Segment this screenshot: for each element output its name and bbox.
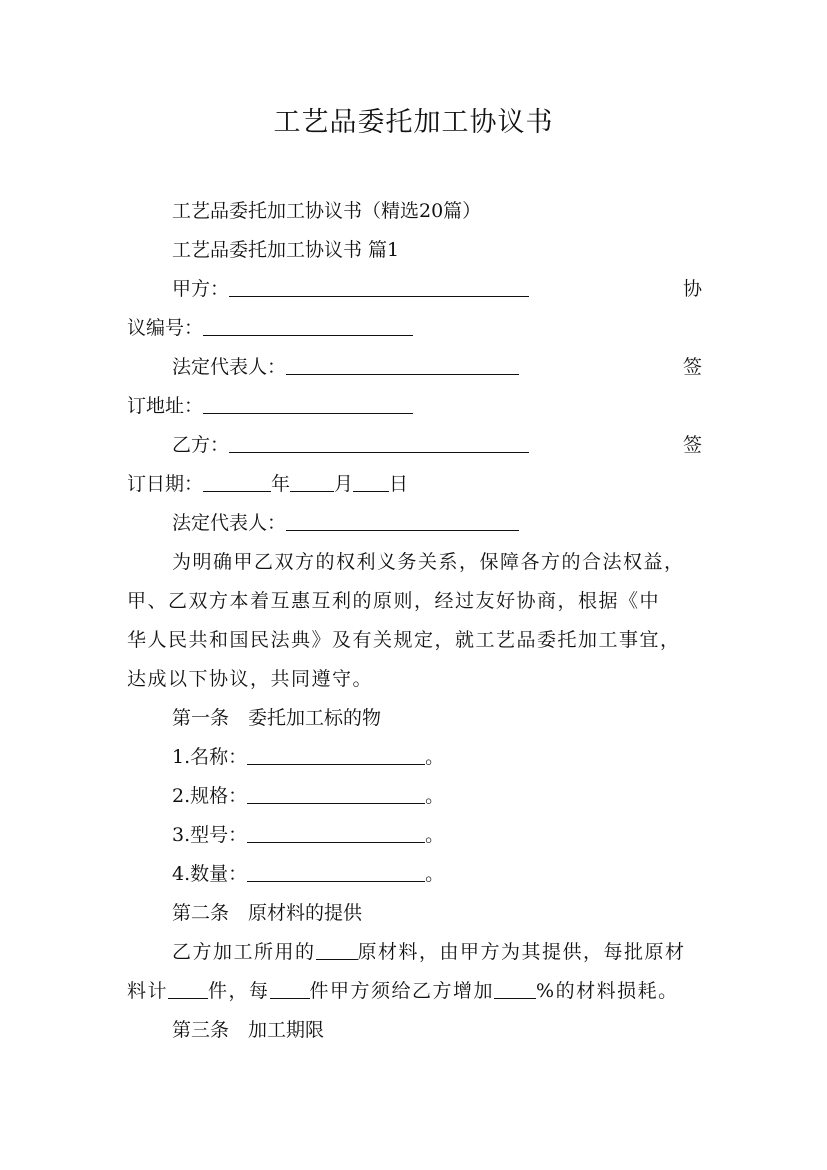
item-model-end: 。: [425, 824, 445, 846]
year-label: 年: [271, 473, 291, 495]
party-a-label: 甲方：: [172, 278, 230, 300]
sign-date-label: 订日期：: [127, 473, 204, 495]
agreement-no-label-start: 协: [682, 278, 702, 300]
item-name-label: 1.名称：: [172, 746, 248, 768]
art2-text-e: 件甲方须给乙方增加: [309, 980, 495, 1002]
article-1-title: 第一条 委托加工标的物: [172, 707, 382, 729]
agreement-no-row: [127, 315, 707, 341]
article-2-line-2: [127, 978, 707, 1004]
month-label: 月: [334, 473, 354, 495]
party-a-field: [172, 276, 529, 302]
item-name-end: 。: [425, 746, 445, 768]
party-b-label: 乙方：: [172, 434, 230, 456]
article-2-title: 第二条 原材料的提供: [172, 902, 363, 924]
item-spec-row: [172, 783, 752, 809]
item-quantity-row: [172, 861, 752, 887]
item-model-blank: [247, 822, 425, 843]
art2-text-d: 件，每: [208, 980, 270, 1002]
sign-place-row: [127, 393, 707, 419]
intro-line-1: 为明确甲乙双方的权利义务关系，保障各方的合法权益，: [172, 551, 685, 573]
section-heading: 工艺品委托加工协议书 篇1: [172, 239, 400, 261]
legal-rep-a-row: [172, 354, 702, 380]
month-blank: [290, 471, 334, 492]
item-name-row: [172, 744, 752, 770]
item-name-blank: [247, 744, 425, 765]
item-spec-label: 2.规格：: [172, 785, 248, 807]
item-model-row: [172, 822, 752, 848]
art2-text-c: 料计: [127, 980, 169, 1002]
item-spec-blank: [247, 783, 425, 804]
art2-text-f: %的材料损耗。: [536, 980, 679, 1002]
art2-text-a: 乙方加工所用的: [172, 941, 316, 963]
legal-rep-a-field: [172, 354, 519, 380]
agreement-no-blank: [203, 315, 413, 336]
article-2-line-1: [172, 939, 752, 965]
intro-line-4: 达成以下协议，共同遵守。: [127, 668, 374, 690]
party-b-field: [172, 432, 529, 458]
legal-rep-b-row: [172, 510, 752, 536]
article-3-title: 第三条 加工期限: [172, 1019, 325, 1041]
legal-rep-b-label: 法定代表人：: [172, 512, 287, 534]
sign-date-row: [127, 471, 707, 497]
item-quantity-label: 4.数量：: [172, 863, 248, 885]
intro-line-2: 甲、乙双方本着互惠互利的原则，经过友好协商，根据《中: [127, 590, 661, 612]
item-model-label: 3.型号：: [172, 824, 248, 846]
sign-place-blank: [203, 393, 413, 414]
party-a-row: [172, 276, 702, 302]
party-b-blank: [229, 432, 529, 453]
item-spec-end: 。: [425, 785, 445, 807]
document-title: 工艺品委托加工协议书: [273, 107, 554, 138]
per-pieces-blank: [270, 978, 310, 999]
sign-place-label: 订地址：: [127, 395, 204, 417]
legal-rep-b-blank: [286, 510, 519, 531]
day-blank: [353, 471, 389, 492]
legal-rep-a-label: 法定代表人：: [172, 356, 287, 378]
item-quantity-blank: [247, 861, 425, 882]
party-b-row: [172, 432, 702, 458]
agreement-no-label: 议编号：: [127, 317, 204, 339]
legal-rep-a-blank: [286, 354, 519, 375]
loss-percent-blank: [494, 978, 536, 999]
pieces-blank: [168, 978, 208, 999]
material-blank: [316, 939, 358, 960]
year-blank: [203, 471, 271, 492]
intro-line-3: 华人民共和国民法典》及有关规定，就工艺品委托加工事宜，: [127, 629, 681, 651]
day-label: 日: [389, 473, 409, 495]
sign-place-label-start: 签: [682, 356, 702, 378]
sign-date-label-start: 签: [682, 434, 702, 456]
party-a-blank: [229, 276, 529, 297]
document-subtitle: 工艺品委托加工协议书（精选20篇）: [172, 200, 482, 222]
art2-text-b: 原材料，由甲方为其提供，每批原材: [357, 941, 686, 963]
item-quantity-end: 。: [425, 863, 445, 885]
